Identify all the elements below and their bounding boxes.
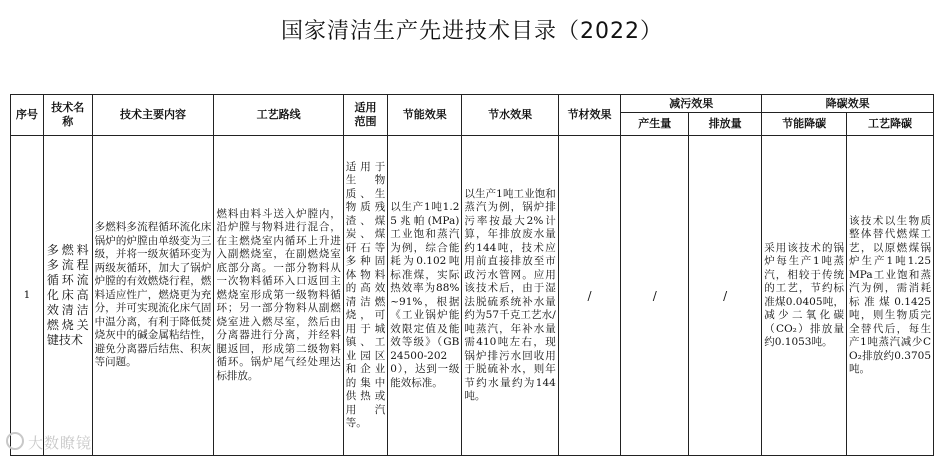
- header-content: 技术主要内容: [92, 95, 214, 136]
- cell-pollution-emission: /: [689, 136, 762, 456]
- header-pollution-emission: 排放量: [689, 113, 762, 136]
- cell-carbon-energy: 采用该技术的锅炉每生产1吨蒸汽，相较于传统的工艺，节约标准煤0.0405吨，减少二氧化碳（CO₂）排放量约0.1053吨。: [762, 136, 847, 456]
- header-carbon-process: 工艺降碳: [847, 113, 934, 136]
- watermark: [6, 432, 92, 453]
- cell-energy: 以生产1吨1.25兆帕(MPa)工业饱和蒸汽为例，综合能耗为0.102吨标准煤，实际热效率为88%~91%，根据《工业锅炉能效限定值及能效等级》（GB 24500-2020），达到一级能效标准。: [388, 136, 462, 456]
- page-title: 国家清洁生产先进技术目录（2022）: [281, 19, 663, 44]
- table-row: [11, 136, 934, 456]
- cell-route: 燃料由料斗送入炉膛内，沿炉膛与物料进行混合，在主燃烧室内循环上升进入副燃烧室，在副燃烧室底部分离。一部分物料从一次物料循环入口返回主燃烧室形成第一级物料循环；另一部分物料从副燃烧室进入燃尽室，然后由分离器进行分离，并经料腿返回，形成第二级物料循环。锅炉尾气经处理达标排放。: [214, 136, 343, 456]
- cell-scope: 适用于生物质、生物质残渣、煤炭、煤矸石等多种固体物料的高效清洁燃烧，可用于城镇、工业园区和企业的集中供热或用汽等。: [343, 136, 388, 456]
- header-water: 节水效果: [462, 95, 558, 136]
- header-name: 技术名称: [43, 95, 92, 136]
- header-carbon-energy: 节能降碳: [762, 113, 847, 136]
- cell-name: 多燃料多流程循环流化床高效清洁燃烧关键技术: [43, 136, 92, 456]
- cell-content: 多燃料多流程循环流化床锅炉的炉膛由单级变为三级，并将一级灰循环变为两级灰循环，加大了锅炉炉膛的有效燃烧行程，燃料适应性广，燃烧更为充分，并可实现流化床气固中温分离，有利于降低焚烧灰中的碱金属粘结性，避免分离器后结焦、积灰等问题。: [92, 136, 214, 456]
- watermark-logo-icon: [6, 432, 24, 450]
- header-no: 序号: [11, 95, 44, 136]
- header-scope: 适用范围: [343, 95, 388, 136]
- header-material: 节材效果: [558, 95, 621, 136]
- cell-material: /: [558, 136, 621, 456]
- cell-carbon-process: 该技术以生物质整体替代燃煤工艺，以原燃煤锅炉生产1吨1.25MPa工业饱和蒸汽为例，需消耗标准煤0.1425吨，则生物质完全替代后，每生产1吨蒸汽减少CO₂排放约0.3705吨。: [847, 136, 934, 456]
- technology-table: [10, 94, 934, 456]
- header-pollution-output: 产生量: [621, 113, 689, 136]
- cell-water: 以生产1吨工业饱和蒸汽为例，锅炉排污率按最大2%计算，年排放废水量约144吨，技术应用前直接排放至市政污水管网。应用该技术后，由于湿法脱硫系统补水量约为57千克工艺水/吨蒸汽，年补水量需410吨左右，现锅炉排污水回收用于脱硫补水，则年节约水量约为144吨。: [462, 136, 558, 456]
- cell-no: 1: [11, 136, 44, 456]
- header-energy: 节能效果: [388, 95, 462, 136]
- header-route: 工艺路线: [214, 95, 343, 136]
- watermark-text: 大数瞭镜: [28, 434, 93, 452]
- cell-pollution-output: /: [621, 136, 689, 456]
- header-pollution: 减污效果: [621, 95, 762, 113]
- header-carbon: 降碳效果: [762, 95, 934, 113]
